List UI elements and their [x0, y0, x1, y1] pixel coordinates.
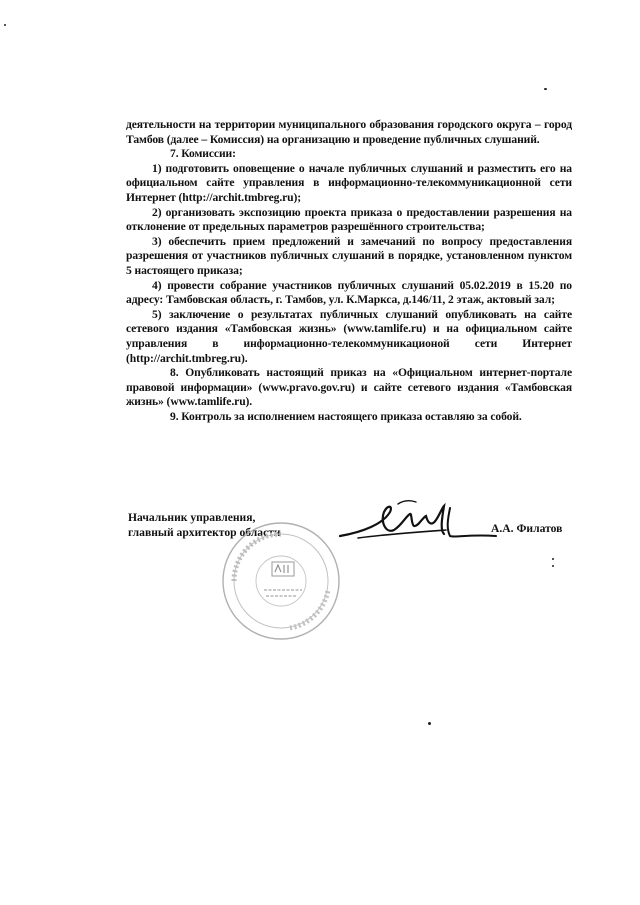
signatory-title-line-1: Начальник управления,	[128, 511, 256, 524]
paragraph-item-9: 9. Контроль за исполнением настоящего приказа оставляю за собой.	[170, 409, 522, 423]
signatory-name: А.А. Филатов	[491, 522, 563, 535]
paragraph-subitem-4: 4) провести собрание участников публичных слушаний 05.02.2019 в 15.20 по адресу: Тамбовская область, г. Тамбов, ул. К.Маркса, д.146/11, 2 этаж, актовый зал;	[126, 278, 572, 307]
signatory-title-line-2: главный архитектор области	[128, 526, 281, 539]
scan-speck	[544, 88, 547, 90]
paragraph-continuation: деятельности на территории муниципального образования городского округа – город Тамбов (далее – Комиссия) на организацию и проведение публичных слушаний.	[126, 118, 572, 146]
document-body	[126, 118, 572, 424]
scan-speck	[4, 24, 6, 26]
paragraph-item-8: 8. Опубликовать настоящий приказ на «Официальном интернет-портале правовой информации» (www.pravo.gov.ru) и сайте сетевого издания «Тамбовская жизнь» (www.tamlife.ru).	[126, 366, 572, 409]
scan-speck	[552, 565, 554, 567]
paragraph-subitem-5: 5) заключение о результатах публичных слушаний опубликовать на сайте сетевого издания «Тамбовская жизнь» (www.tamlife.ru) и на официальном сайте управления в информационно-телекоммуникационой сети Интернет (http://archit.tmbreg.ru).	[126, 307, 572, 365]
paragraph-subitem-1: 1) подготовить оповещение о начале публичных слушаний и разместить его на официальном сайте управления в информационно-телекоммуникационной сети Интернет (http://archit.tmbreg.ru);	[126, 161, 572, 204]
scan-speck	[428, 722, 431, 725]
paragraph-subitem-3: 3) обеспечить прием предложений и замечаний по вопросу предоставления разрешения от участников публичных слушаний в порядке, установленном пунктом 5 настоящего приказа;	[126, 234, 572, 277]
round-seal-icon	[220, 520, 342, 642]
scan-speck	[552, 558, 554, 560]
paragraph-subitem-2: 2) организовать экспозицию проекта приказа о предоставлении разрешения на отклонение от предельных параметров разрешённого строительства;	[126, 205, 572, 234]
handwritten-signature-icon	[338, 494, 498, 554]
paragraph-item-7: 7. Комиссии:	[170, 147, 236, 161]
